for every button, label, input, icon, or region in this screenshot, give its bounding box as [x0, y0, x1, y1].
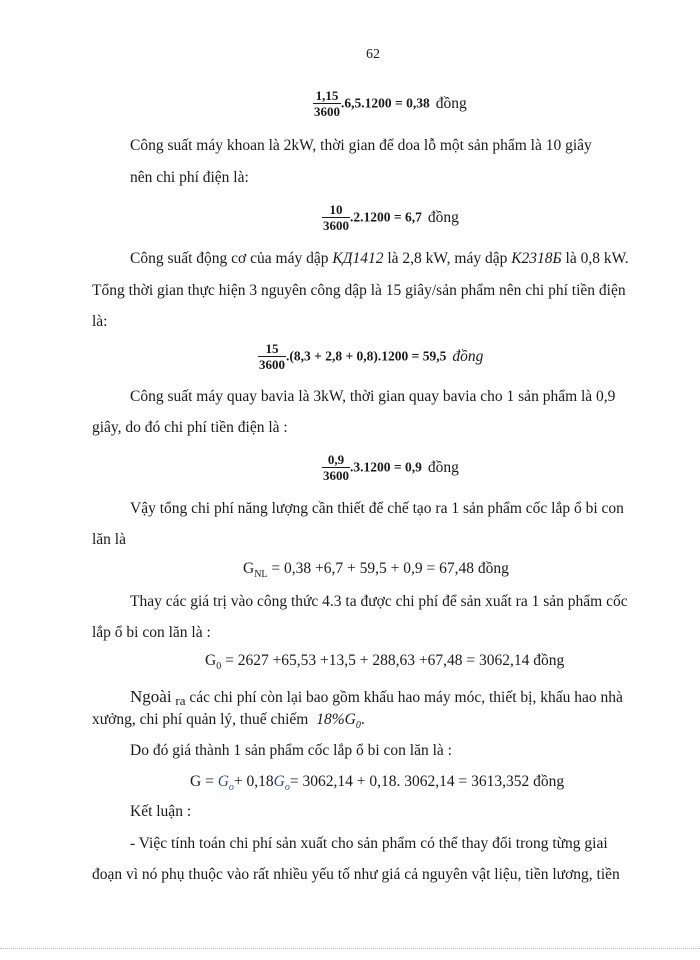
paragraph-line: là:: [92, 313, 108, 330]
percentage-expression: [316, 711, 361, 732]
fraction-numerator: 10: [322, 202, 350, 218]
paragraph-line: Do đó giá thành 1 sản phẩm cốc lắp ổ bi con lăn là :: [130, 742, 452, 759]
paragraph-line: [130, 687, 623, 707]
formula-expression: .3.1200 = 0,9: [350, 459, 422, 475]
fraction-denominator: 3600: [323, 468, 349, 483]
equation-subscript: NL: [254, 569, 268, 581]
text-segment: là 0,8 kW.: [565, 250, 629, 267]
paragraph-line: [130, 250, 629, 268]
paragraph-line: [92, 711, 365, 731]
formula-unit: đồng: [427, 458, 459, 476]
equation-variable: G: [217, 773, 229, 790]
formula-deburr-electricity: [322, 452, 459, 483]
fraction: [322, 202, 350, 233]
paragraph-line: Thay các giá trị vào công thức 4.3 ta được chi phí để sản xuất ra 1 sản phẩm cốc: [130, 593, 628, 610]
formula-expression: .(8,3 + 2,8 + 0,8).1200 = 59,5: [286, 348, 447, 364]
page-bottom-divider: [0, 948, 700, 949]
formula-unit: đồng: [435, 94, 467, 112]
machine-code: КД1412: [332, 250, 384, 267]
formula-expression: .6,5.1200 = 0,38: [341, 95, 430, 111]
text-segment: ra: [175, 693, 186, 708]
paragraph-line: - Việc tính toán chi phí sản xuất cho sản phẩm có thể thay đổi trong từng giai: [130, 835, 608, 852]
equation-subscript: o: [284, 782, 290, 794]
text-segment: các chi phí còn lại bao gồm khấu hao máy móc, thiết bị, khấu hao nhà: [189, 689, 623, 706]
paragraph-line: giây, do đó chi phí tiền điện là :: [92, 419, 288, 436]
fraction-numerator: 0,9: [322, 452, 350, 468]
page-number: 62: [366, 47, 380, 62]
formula-unit: đồng: [452, 347, 484, 365]
percentage-value: 18%G: [316, 711, 356, 728]
formula-unit: đồng: [427, 208, 459, 226]
text-segment: xưởng, chi phí quản lý, thuế chiếm: [92, 711, 309, 728]
equation-g0: [205, 652, 564, 672]
paragraph-line: Công suất máy khoan là 2kW, thời gian để doa lỗ một sản phẩm là 10 giây: [130, 137, 592, 154]
text-segment: Ngoài: [130, 687, 172, 706]
percentage-subscript: 0: [355, 720, 361, 732]
equation-final-cost: [190, 773, 564, 793]
paragraph-line: Vậy tổng chi phí năng lượng cần thiết để chế tạo ra 1 sản phẩm cốc lắp ổ bi con: [130, 500, 624, 517]
machine-code: К2318Б: [511, 250, 562, 267]
equation-lhs: G: [205, 652, 217, 669]
fraction-numerator: 1,15: [313, 88, 341, 104]
equation-lhs: G: [243, 560, 255, 577]
paragraph-line: lắp ổ bi con lăn là :: [92, 624, 211, 641]
fraction: [313, 88, 341, 119]
fraction-numerator: 15: [258, 341, 286, 357]
formula-expression: .2.1200 = 6,7: [350, 209, 422, 225]
text-segment: .: [360, 711, 365, 728]
paragraph-line: Tổng thời gian thực hiện 3 nguyên công dập là 15 giây/sản phẩm nên chi phí tiền điện: [92, 282, 626, 299]
equation-energy-total: [243, 560, 509, 580]
paragraph-line: đoạn vì nó phụ thuộc vào rất nhiều yếu tố như giá cả nguyên vật liệu, tiền lương, tiền: [92, 866, 620, 883]
formula-press-electricity: [258, 341, 483, 372]
equation-rhs: = 3062,14 + 0,18. 3062,14 = 3613,352 đồng: [289, 773, 565, 790]
equation-subscript: 0: [216, 661, 222, 673]
paragraph-line: lăn là: [92, 531, 126, 548]
equation-variable: G: [273, 773, 285, 790]
equation-prefix: G =: [190, 773, 218, 790]
fraction: [258, 341, 286, 372]
equation-rhs: = 0,38 +6,7 + 59,5 + 0,9 = 67,48 đồng: [267, 560, 509, 577]
equation-rhs: = 2627 +65,53 +13,5 + 288,63 +67,48 = 3062,14 đồng: [221, 652, 565, 669]
conclusion-heading: Kết luận :: [130, 803, 192, 820]
formula-drilling-cost: [313, 88, 467, 119]
equation-subscript: o: [228, 782, 234, 794]
equation-mid: + 0,18: [233, 773, 274, 790]
fraction-denominator: 3600: [314, 104, 340, 119]
text-segment: Công suất động cơ của máy dập: [130, 250, 329, 267]
fraction-denominator: 3600: [323, 218, 349, 233]
text-segment: là 2,8 kW, máy dập: [387, 250, 508, 267]
fraction-denominator: 3600: [259, 357, 285, 372]
paragraph-line: Công suất máy quay bavia là 3kW, thời gian quay bavia cho 1 sản phẩm là 0,9: [130, 388, 616, 405]
fraction: [322, 452, 350, 483]
formula-drill-electricity: [322, 202, 459, 233]
paragraph-line: nên chi phí điện là:: [130, 169, 249, 186]
